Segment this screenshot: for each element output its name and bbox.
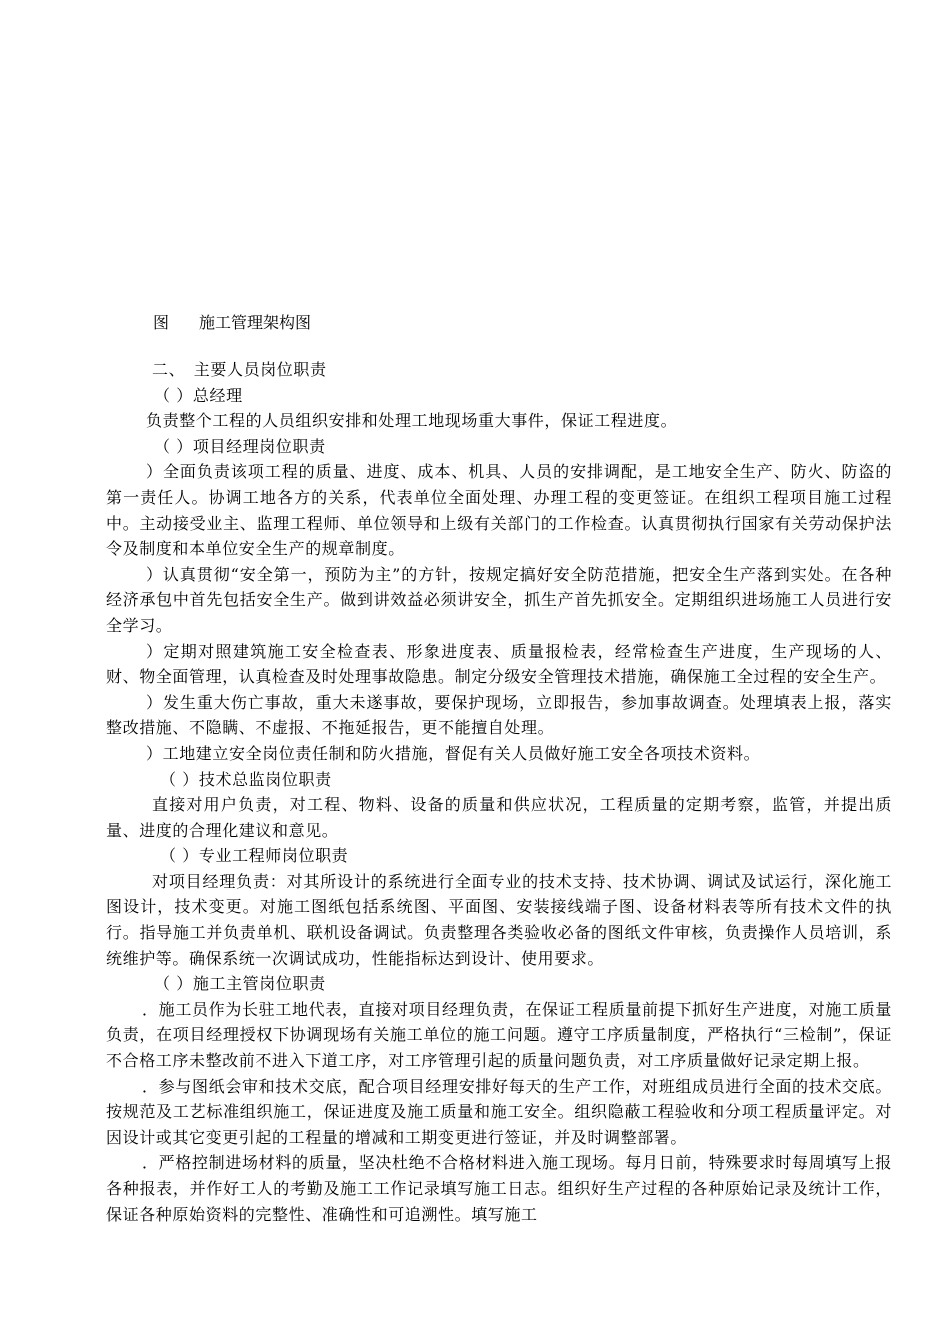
paragraph: ）全面负责该项工程的质量、进度、成本、机具、人员的安排调配，是工地安全生产、防火、防盗的第一责任人。协调工地各方的关系，代表单位全面处理、办理工程的变更签证。在组织工程项目施工过程中。主动接受业主、监理工程师、单位领导和上级有关部门的工作检查。认真贯彻执行国家有关劳动保护法令及制度和本单位安全生产的规章制度。 <box>106 462 892 559</box>
paragraph: ）工地建立安全岗位责任制和防火措施，督促有关人员做好施工安全各项技术资料。 <box>146 743 761 763</box>
paragraph: ）定期对照建筑施工安全检查表、形象进度表、质量报检表，经常检查生产进度，生产现场的人、财、物全面管理，认真检查及时处理事故隐患。制定分级安全管理技术措施，确保施工全过程的安全生产。 <box>106 641 892 687</box>
paragraph: （ ）总经理 <box>154 385 243 405</box>
paragraph: ．参与图纸会审和技术交底，配合项目经理安排好每天的生产工作，对班组成员进行全面的技术交底。按规范及工艺标准组织施工，保证进度及施工质量和施工安全。组织隐蔽工程验收和分项工程质量评定。对因设计或其它变更引起的工程量的增减和工期变更进行签证，并及时调整部署。 <box>106 1076 892 1147</box>
paragraph: ．严格控制进场材料的质量，坚决杜绝不合格材料进入施工现场。每月日前，特殊要求时每周填写上报各种报表，并作好工人的考勤及施工工作记录填写施工日志。组织好生产过程的各种原始记录及统计工作，保证各种原始资料的完整性、准确性和可追溯性。填写施工 <box>106 1153 892 1224</box>
paragraph: （ ）施工主管岗位职责 <box>154 974 326 994</box>
document-body <box>106 357 892 1227</box>
figure-caption <box>153 311 311 335</box>
paragraph: （ ）项目经理岗位职责 <box>154 436 326 456</box>
paragraph: 负责整个工程的人员组织安排和处理工地现场重大事件，保证工程进度。 <box>146 411 678 431</box>
figure-label: 图 <box>153 313 170 332</box>
paragraph: （ ）技术总监岗位职责 <box>160 769 332 789</box>
paragraph: ．施工员作为长驻工地代表，直接对项目经理负责，在保证工程质量前提下抓好生产进度，对施工质量负责，在项目经理授权下协调现场有关施工单位的施工问题。遵守工序质量制度，严格执行“三检制”，保证不合格工序未整改前不进入下道工序，对工序管理引起的质量问题负责，对工序质量做好记录定期上报。 <box>106 999 892 1071</box>
paragraph: 直接对用户负责，对工程、物料、设备的质量和供应状况，工程质量的定期考察，监管，并提出质量、进度的合理化建议和意见。 <box>106 795 892 840</box>
figure-title: 施工管理架构图 <box>199 313 312 332</box>
paragraph: ）发生重大伤亡事故，重大未遂事故，要保护现场，立即报告，参加事故调查。处理填表上报，落实整改措施、不隐瞒、不虚报、不拖延报告，更不能擅自处理。 <box>106 692 892 738</box>
paragraph: ）认真贯彻“安全第一，预防为主”的方针，按规定搞好安全防范措施，把安全生产落到实处。在各种经济承包中首先包括安全生产。做到讲效益必须讲安全，抓生产首先抓安全。定期组织进场施工人员进行安全学习。 <box>106 564 892 635</box>
paragraph: 对项目经理负责：对其所设计的系统进行全面专业的技术支持、技术协调、调试及试运行，深化施工图设计，技术变更。对施工图纸包括系统图、平面图、安装接线端子图、设备材料表等所有技术文件的执行。指导施工并负责单机、联机设备调试。负责整理各类验收必备的图纸文件审核，负责操作人员培训，系统维护等。确保系统一次调试成功，性能指标达到设计、使用要求。 <box>106 871 892 968</box>
paragraph: （ ）专业工程师岗位职责 <box>160 846 349 866</box>
paragraph: 二、 主要人员岗位职责 <box>152 360 327 379</box>
